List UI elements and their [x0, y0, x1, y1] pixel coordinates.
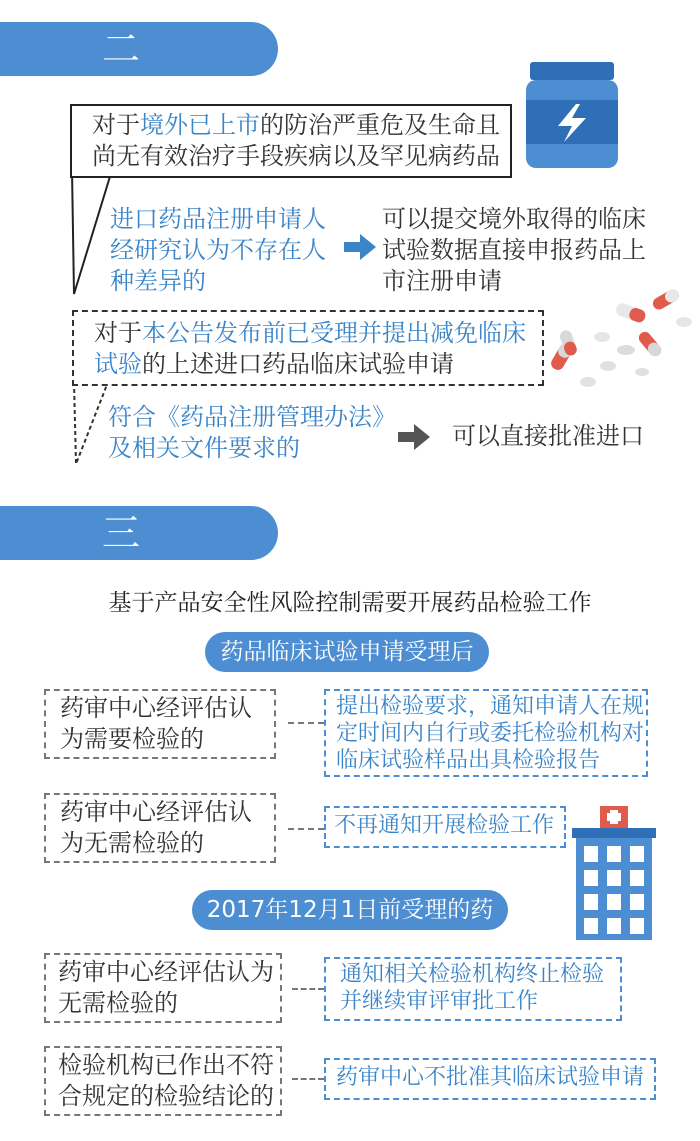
arrow-right-icon [398, 424, 430, 450]
section-2-header [0, 22, 278, 76]
medicine-bottle-icon [522, 58, 622, 170]
connector [288, 722, 324, 724]
group1-row2-right: 不再通知开展检验工作 [324, 806, 566, 848]
case2-result: 可以直接批准进口 [452, 422, 644, 450]
hospital-building-icon [572, 804, 656, 940]
connector [292, 1078, 324, 1080]
pills-icon [530, 282, 700, 397]
group1-row2-left: 药审中心经评估认为无需检验的 [44, 793, 276, 863]
group2-row2-left: 检验机构已作出不符合规定的检验结论的 [44, 1046, 282, 1116]
group2-row1-left: 药审中心经评估认为无需检验的 [44, 953, 282, 1023]
case2-statement: 对于本公告发布前已受理并提出减免临床试验的上述进口药品临床试验申请 [94, 319, 526, 378]
arrow-right-icon [344, 234, 376, 260]
connector [292, 988, 324, 990]
section-3-intro: 基于产品安全性风险控制需要开展药品检验工作 [108, 590, 592, 616]
section-3-header [0, 506, 278, 560]
case1-condition: 进口药品注册申请人经研究认为不存在人种差异的 [110, 205, 326, 295]
case1-statement: 对于境外已上市的防治严重危及生命且尚无有效治疗手段疾病以及罕见病药品 [92, 111, 500, 170]
case1-result: 可以提交境外取得的临床试验数据直接申报药品上市注册申请 [382, 205, 646, 295]
group2-row2-right: 药审中心不批准其临床试验申请 [324, 1058, 656, 1100]
connector [288, 828, 324, 830]
section-2-number: 二 [102, 27, 143, 71]
section-3-number: 三 [102, 511, 143, 555]
group2-tag: 2017年12月1日前受理的药 [192, 890, 508, 930]
case2-condition: 符合《药品注册管理办法》及相关文件要求的 [108, 403, 396, 462]
group1-row1-left: 药审中心经评估认为需要检验的 [44, 689, 276, 759]
case2-statement-box [72, 310, 544, 386]
group1-tag: 药品临床试验申请受理后 [205, 632, 489, 672]
group1-row1-right: 提出检验要求，通知申请人在规定时间内自行或委托检验机构对临床试验样品出具检验报告 [324, 689, 648, 777]
group2-row1-right: 通知相关检验机构终止检验并继续审评审批工作 [324, 957, 622, 1021]
case1-statement-box [70, 104, 512, 178]
